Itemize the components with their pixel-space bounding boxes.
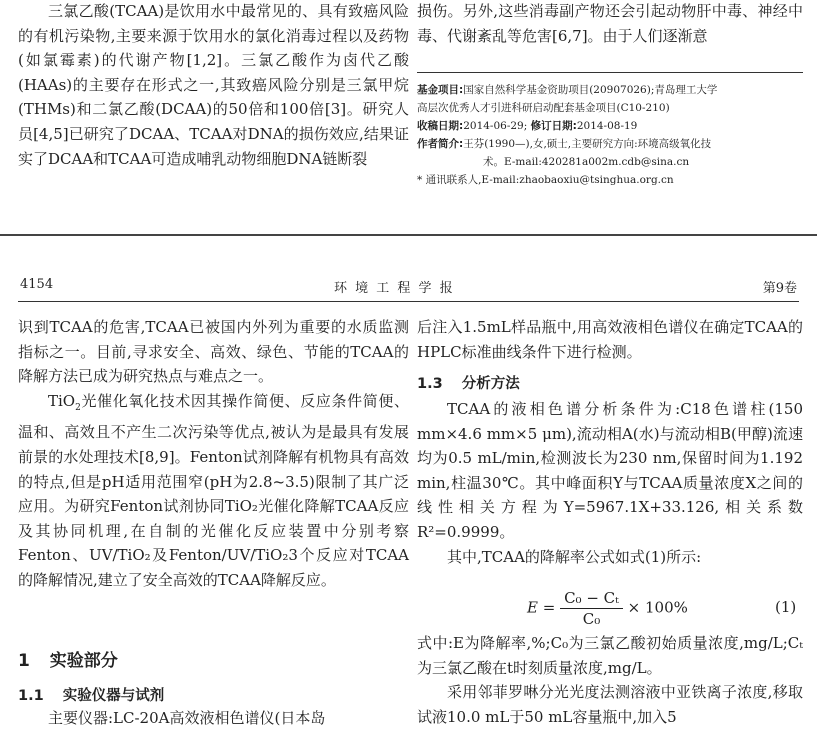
left-column: [18, 315, 409, 593]
left-column-bottom: [18, 706, 409, 731]
section-1-3-title: 分析方法: [461, 376, 520, 392]
top-right-column: [417, 0, 803, 48]
section-1-1-heading: [18, 684, 164, 705]
page-header: [20, 277, 797, 297]
section-1-1-title: 实验仪器与试剂: [62, 688, 165, 704]
tio2-term: TiO: [48, 391, 76, 410]
fund-line-2: 高层次优秀人才引进科研启动配套基金项目(C10-210): [417, 102, 670, 114]
corresponding-author: * 通讯联系人,E-mail:zhaobaoxiu@tsinghua.org.cn: [417, 174, 674, 186]
right-paragraph-3: 其中,TCAA的降解率公式如式(1)所示:: [447, 547, 702, 566]
section-1-title: 实验部分: [49, 651, 118, 671]
right-column-method: [417, 397, 803, 569]
left-paragraph-2: TiO$_2$光催化氧化技术因其操作简便、反应条件简便、温和、高效且不产生二次污染等优点,被认为是最具有发展前景的水处理技术[8,9]。Fenton试剂降解有机物具有高效的特点,但是pH适用范围窄(pH为2.8~3.5)限制了其广泛应用。为研究Fenton试剂协同TiO₂光催化降解TCAA反应及其协同机理,在自制的光催化反应装置中分别考察Fenton、UV/TiO₂及Fenton/UV/TiO₂3个反应对TCAA的降解情况,建立了安全高效的TCAA降解反应。: [18, 391, 409, 589]
right-paragraph-2: TCAA的液相色谱分析条件为:C18色谱柱(150 mm×4.6 mm×5 μm),流动相A(水)与流动相B(甲醇)流速均为0.5 mL/min,检测波长为230 nm,保留时间为1.192 min,柱温30℃。其中峰面积Y与TCAA质量浓度X之间的线性相关方程为Y=5967.1X+33.126,相关系数R²=0.9999。: [417, 400, 803, 541]
author-line-2: 术。E-mail:420281a002m.cdb@sina.cn: [483, 156, 690, 168]
equation-denominator: C₀: [582, 610, 601, 628]
left-paragraph-2-text: 光催化氧化技术因其操作简便、反应条件简便、温和、高效且不产生二次污染等优点,被认为是最具有发展前景的水处理技术[8,9]。Fenton试剂降解有机物具有高效的特点,但是pH适用范围窄(pH为2.8~3.5)限制了其广泛应用。为研究Fenton试剂协同TiO₂光催化降解TCAA反应及其协同机理,在自制的光催化反应装置中分别考察Fenton、UV/TiO₂及Fenton/UV/TiO₂3个反应对TCAA的降解情况,建立了安全高效的TCAA降解反应。: [18, 391, 409, 589]
header-rule: [18, 301, 799, 302]
footnote-block: [417, 81, 807, 189]
received-label: 收稿日期:: [417, 120, 464, 132]
fund-line: [417, 81, 807, 99]
right-column-bottom: [417, 631, 803, 729]
right-paragraph-1: 后注入1.5mL样品瓶中,用高效液相色谱仪在确定TCAA的HPLC标准曲线条件下进行检测。: [417, 318, 803, 361]
equation-numerator: C₀ − Cₜ: [560, 588, 623, 609]
intro-paragraph: 三氯乙酸(TCAA)是饮用水中最常见的、具有致癌风险的有机污染物,主要来源于饮用水的氯化消毒过程以及药物(如氯霉素)的代谢产物[1,2]。三氯乙酸作为卤代乙酸(HAAs)的主要存在形式之一,其致癌风险分别是三氯甲烷(THMs)和二氯乙酸(DCAA)的50倍和100倍[3]。研究人员[4,5]已研究了DCAA、TCAA对DNA的损伤效应,结果证实了DCAA和TCAA可造成哺乳动物细胞DNA链断裂: [18, 2, 409, 168]
equation-fraction: [560, 588, 623, 629]
left-paragraph-3: 主要仪器:LC-20A高效液相色谱仪(日本岛: [48, 709, 326, 727]
revised-date: 2014-08-19: [576, 120, 638, 132]
dates-line: [417, 117, 807, 135]
right-column: [417, 315, 803, 364]
author-text-1: 王芬(1990—),女,硕士,主要研究方向:环境高级氧化技: [463, 138, 712, 150]
author-label: 作者简介:: [417, 138, 464, 150]
section-1-3-heading: [417, 372, 520, 393]
volume-label: 第9卷: [762, 281, 797, 296]
left-paragraph-1: 识到TCAA的危害,TCAA已被国内外列为重要的水质监测指标之一。目前,寻求安全、高效、绿色、节能的TCAA的降解方法已成为研究热点与难点之一。: [18, 318, 409, 386]
revised-label: 修订日期:: [530, 120, 577, 132]
fund-label: 基金项目:: [417, 84, 464, 96]
page-number: 4154: [20, 277, 54, 292]
section-1-heading: [18, 646, 118, 671]
received-date: 2014-06-29;: [463, 120, 528, 132]
equation-rhs: × 100%: [627, 598, 688, 617]
section-1-number: 1: [18, 651, 30, 671]
equation-lhs: E =: [527, 598, 556, 617]
fund-text-1: 国家自然科学基金资助项目(20907026);青岛理工大学: [463, 84, 718, 96]
right-paragraph-5: 采用邻菲罗啉分光光度法测溶液中亚铁离子浓度,移取试液10.0 mL于50 mL容量瓶中,加入5: [417, 683, 803, 726]
right-paragraph-4: 式中:E为降解率,%;C₀为三氯乙酸初始质量浓度,mg/L;Cₜ为三氯乙酸在t时刻质量浓度,mg/L。: [417, 634, 803, 677]
top-left-column: [18, 0, 409, 171]
intro-paragraph-cont: 损伤。另外,这些消毒副产物还会引起动物肝中毒、神经中毒、代谢紊乱等危害[6,7]。由于人们逐渐意: [417, 2, 803, 45]
section-1-3-number: 1.3: [417, 376, 443, 392]
equation-label: (1): [775, 598, 797, 616]
page-break-line: [0, 234, 817, 236]
author-line: [417, 135, 807, 153]
equation-1: [527, 588, 688, 629]
section-1-1-number: 1.1: [18, 688, 44, 704]
footnote-divider: [417, 72, 803, 73]
journal-title: 环 境 工 程 学 报: [334, 281, 455, 296]
